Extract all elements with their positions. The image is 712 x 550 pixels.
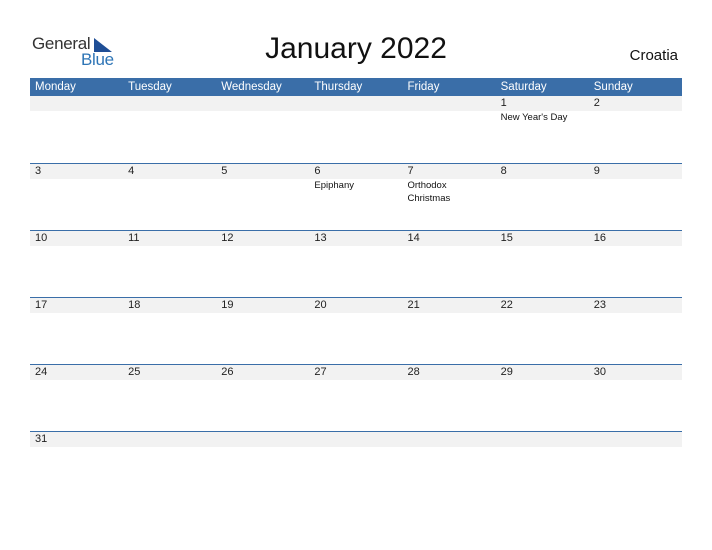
week-cells bbox=[30, 432, 682, 498]
day-cell bbox=[589, 231, 682, 297]
day-number: 9 bbox=[593, 165, 600, 177]
weeks-container bbox=[30, 96, 682, 498]
weekday-label: Sunday bbox=[593, 81, 633, 93]
weekday-label: Saturday bbox=[500, 81, 547, 93]
day-number bbox=[128, 432, 216, 447]
weekday-label: Wednesday bbox=[221, 81, 282, 93]
day-number: 13 bbox=[314, 232, 327, 244]
day-number: 5 bbox=[221, 165, 228, 177]
weekday-header bbox=[30, 78, 682, 96]
day-cell bbox=[123, 365, 216, 431]
day-number: 11 bbox=[128, 232, 140, 244]
day-cell bbox=[309, 231, 402, 297]
weekday-label: Monday bbox=[35, 81, 76, 93]
day-cell bbox=[30, 231, 123, 297]
calendar-grid bbox=[30, 78, 682, 498]
day-number bbox=[501, 432, 589, 447]
day-cell bbox=[309, 164, 402, 230]
day-number bbox=[408, 432, 496, 447]
day-number: 3 bbox=[35, 165, 42, 177]
day-cell bbox=[403, 432, 496, 498]
day-cell bbox=[589, 164, 682, 230]
week-row bbox=[30, 96, 682, 163]
day-number: 14 bbox=[407, 232, 420, 244]
logo-general-text: General bbox=[32, 34, 91, 53]
day-number: 23 bbox=[593, 299, 606, 311]
day-cell bbox=[30, 365, 123, 431]
day-number: 28 bbox=[407, 366, 420, 378]
day-cell bbox=[403, 96, 496, 162]
day-cell bbox=[589, 298, 682, 364]
day-cell bbox=[123, 432, 216, 498]
week-cells bbox=[30, 298, 682, 364]
day-cell bbox=[30, 298, 123, 364]
day-cell bbox=[30, 96, 123, 162]
week-cells bbox=[30, 164, 682, 230]
day-number bbox=[594, 432, 682, 447]
page-title: January 2022 bbox=[265, 32, 447, 65]
day-number: 12 bbox=[221, 232, 234, 244]
day-number: 21 bbox=[407, 299, 420, 311]
day-number bbox=[221, 96, 309, 111]
day-number: 18 bbox=[128, 299, 141, 311]
day-number: 15 bbox=[500, 232, 513, 244]
day-cell bbox=[309, 365, 402, 431]
day-cell bbox=[123, 231, 216, 297]
week-cells bbox=[30, 365, 682, 431]
holiday-label: Orthodox Christmas bbox=[407, 180, 451, 204]
day-cell bbox=[309, 432, 402, 498]
day-number: 30 bbox=[593, 366, 606, 378]
day-cell bbox=[496, 298, 589, 364]
day-number: 25 bbox=[128, 366, 141, 378]
day-cell bbox=[496, 432, 589, 498]
day-number: 10 bbox=[35, 232, 48, 244]
weekday-label: Friday bbox=[407, 81, 440, 93]
day-cell bbox=[589, 365, 682, 431]
day-cell bbox=[589, 96, 682, 162]
day-cell bbox=[309, 96, 402, 162]
day-number: 8 bbox=[500, 165, 507, 177]
day-number: 1 bbox=[500, 97, 507, 109]
week-row bbox=[30, 431, 682, 498]
week-row bbox=[30, 230, 682, 297]
day-number: 31 bbox=[35, 433, 48, 445]
logo-blue-text: Blue bbox=[81, 50, 114, 69]
day-cell bbox=[216, 231, 309, 297]
day-cell bbox=[123, 96, 216, 162]
day-number: 6 bbox=[314, 165, 321, 177]
day-cell bbox=[123, 164, 216, 230]
day-number: 7 bbox=[407, 165, 414, 177]
day-number bbox=[408, 96, 496, 111]
day-number: 17 bbox=[35, 299, 48, 311]
weekday-label: Thursday bbox=[314, 81, 363, 93]
day-cell bbox=[123, 298, 216, 364]
day-cell bbox=[216, 96, 309, 162]
day-number: 20 bbox=[314, 299, 327, 311]
day-cell bbox=[403, 298, 496, 364]
day-cell bbox=[589, 432, 682, 498]
day-number: 22 bbox=[500, 299, 513, 311]
day-cell bbox=[496, 164, 589, 230]
day-number: 24 bbox=[35, 366, 48, 378]
week-row bbox=[30, 163, 682, 230]
country-label: Croatia bbox=[629, 47, 678, 64]
day-number: 4 bbox=[128, 165, 135, 177]
day-cell bbox=[403, 231, 496, 297]
day-cell bbox=[30, 164, 123, 230]
week-row bbox=[30, 364, 682, 431]
day-number: 19 bbox=[221, 299, 234, 311]
day-number: 16 bbox=[593, 232, 606, 244]
day-cell bbox=[309, 298, 402, 364]
holiday-label: New Year's Day bbox=[500, 112, 568, 123]
week-cells bbox=[30, 96, 682, 162]
day-cell bbox=[496, 96, 589, 162]
day-cell bbox=[216, 164, 309, 230]
day-cell bbox=[403, 365, 496, 431]
day-cell bbox=[496, 231, 589, 297]
holiday-label: Epiphany bbox=[314, 180, 354, 191]
day-cell bbox=[30, 432, 123, 498]
day-number: 26 bbox=[221, 366, 234, 378]
day-number: 2 bbox=[593, 97, 600, 109]
day-number bbox=[128, 96, 216, 111]
day-number bbox=[314, 96, 402, 111]
week-row bbox=[30, 297, 682, 364]
week-cells bbox=[30, 231, 682, 297]
day-cell bbox=[216, 298, 309, 364]
day-number bbox=[35, 96, 123, 111]
day-cell bbox=[403, 164, 496, 230]
day-number bbox=[221, 432, 309, 447]
day-number bbox=[314, 432, 402, 447]
day-cell bbox=[216, 432, 309, 498]
day-cell bbox=[496, 365, 589, 431]
day-number: 29 bbox=[500, 366, 513, 378]
weekday-label: Tuesday bbox=[128, 81, 172, 93]
day-cell bbox=[216, 365, 309, 431]
day-number: 27 bbox=[314, 366, 327, 378]
